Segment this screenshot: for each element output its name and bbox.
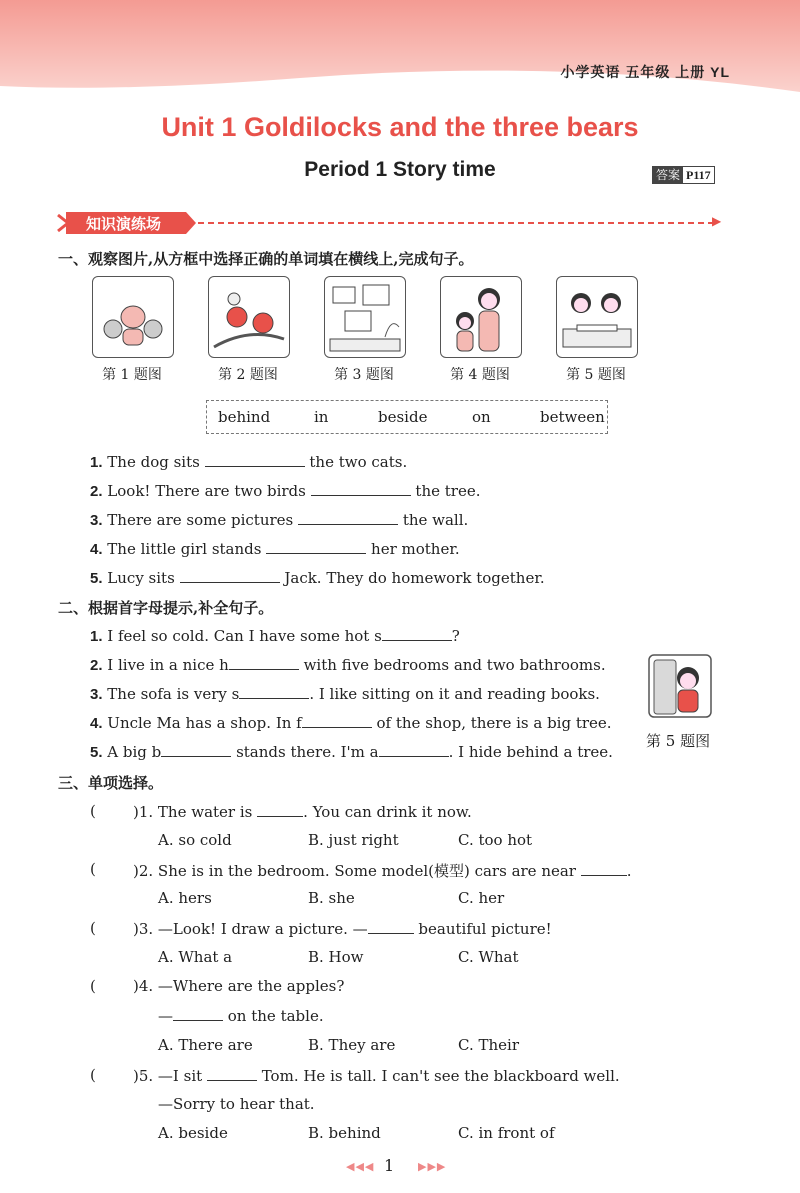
footer-left-arrows-icon: ◀◀◀ — [346, 1160, 375, 1173]
s3-question-5-line2: —Sorry to hear that. — [158, 1095, 315, 1113]
word-option: behind — [218, 408, 271, 426]
answer-label: 答案 — [653, 167, 683, 183]
answer-blank[interactable] — [266, 539, 366, 554]
caption-4: 第 4 题图 — [450, 367, 510, 383]
option-a[interactable]: A. What a — [158, 948, 233, 966]
s3-question-4: )4. —Where are the apples? — [133, 977, 345, 995]
s1-question-1: 1. The dog sits the two cats. — [90, 453, 408, 471]
option-b[interactable]: B. she — [308, 889, 355, 907]
s3-question-4-line2: — on the table. — [158, 1007, 324, 1025]
answer-blank[interactable] — [368, 919, 414, 934]
option-b[interactable]: B. They are — [308, 1036, 396, 1054]
answer-blank[interactable] — [298, 510, 398, 525]
answer-reference — [652, 166, 715, 184]
section3-heading: 三、单项选择。 — [58, 774, 164, 792]
s2-question-3: 3. The sofa is very s . I like sitting on it and reading books. — [90, 685, 600, 703]
unit-title: Unit 1 Goldilocks and the three bears — [161, 112, 639, 142]
section2-caption: 第 5 题图 — [646, 732, 711, 750]
option-c[interactable]: C. her — [458, 889, 505, 907]
answer-paren[interactable]: ( — [90, 1066, 96, 1084]
option-c[interactable]: C. too hot — [458, 831, 533, 849]
answer-blank[interactable] — [581, 861, 627, 876]
word-option: beside — [378, 408, 428, 426]
picture-boy-behind-tree — [648, 654, 712, 718]
s3-question-1: )1. The water is . You can drink it now. — [133, 803, 472, 821]
option-c[interactable]: C. in front of — [458, 1124, 555, 1142]
book-info: 小学英语 五年级 上册 YL — [560, 64, 730, 80]
answer-blank[interactable] — [239, 684, 309, 699]
banner-label: 知识演练场 — [86, 216, 162, 233]
word-option: between — [540, 408, 605, 426]
option-c[interactable]: C. What — [458, 948, 519, 966]
option-b[interactable]: B. How — [308, 948, 364, 966]
option-a[interactable]: A. beside — [158, 1124, 228, 1142]
s3-question-3: )3. —Look! I draw a picture. — beautiful picture! — [133, 920, 552, 938]
section1-heading: 一、观察图片,从方框中选择正确的单词填在横线上,完成句子。 — [58, 250, 474, 268]
answer-blank[interactable] — [173, 1006, 223, 1021]
answer-blank[interactable] — [180, 568, 280, 583]
answer-paren[interactable]: ( — [90, 802, 96, 820]
caption-1: 第 1 题图 — [102, 367, 162, 383]
answer-blank[interactable] — [302, 713, 372, 728]
s2-question-4: 4. Uncle Ma has a shop. In f of the shop, there is a big tree. — [90, 714, 612, 732]
caption-5: 第 5 题图 — [566, 367, 626, 383]
answer-blank[interactable] — [207, 1066, 257, 1081]
header-band — [0, 0, 800, 100]
period-title: Period 1 Story time — [304, 158, 496, 181]
answer-paren[interactable]: ( — [90, 919, 96, 937]
answer-blank[interactable] — [205, 452, 305, 467]
answer-page: P117 — [686, 168, 711, 182]
s3-question-5: )5. —I sit Tom. He is tall. I can't see the blackboard well. — [133, 1067, 620, 1085]
banner-divider — [198, 222, 714, 224]
s1-question-2: 2. Look! There are two birds the tree. — [90, 482, 481, 500]
picture-4-girl-mother — [440, 276, 522, 358]
option-a[interactable]: A. There are — [158, 1036, 253, 1054]
s1-question-5: 5. Lucy sits Jack. They do homework together. — [90, 569, 545, 587]
footer-right-arrows-icon: ▶▶▶ — [418, 1160, 447, 1173]
answer-blank[interactable] — [257, 802, 303, 817]
option-b[interactable]: B. behind — [308, 1124, 381, 1142]
option-c[interactable]: C. Their — [458, 1036, 519, 1054]
option-a[interactable]: A. so cold — [158, 831, 232, 849]
s2-question-1: 1. I feel so cold. Can I have some hot s ? — [90, 627, 460, 645]
answer-blank[interactable] — [382, 626, 452, 641]
answer-blank[interactable] — [161, 742, 231, 757]
word-option: on — [472, 408, 491, 426]
section2-heading: 二、根据首字母提示,补全句子。 — [58, 599, 274, 617]
banner-arrow-icon: ▶ — [712, 214, 722, 228]
s2-question-5: 5. A big b stands there. I'm a . I hide behind a tree. — [90, 743, 613, 761]
picture-2-birds-tree — [208, 276, 290, 358]
picture-1-dog-cats — [92, 276, 174, 358]
answer-blank[interactable] — [311, 481, 411, 496]
picture-5-kids-homework — [556, 276, 638, 358]
page-number: 1 — [384, 1156, 395, 1175]
option-a[interactable]: A. hers — [158, 889, 212, 907]
caption-2: 第 2 题图 — [218, 367, 278, 383]
answer-blank[interactable] — [229, 655, 299, 670]
picture-3-pictures-wall — [324, 276, 406, 358]
s3-question-2: )2. She is in the bedroom. Some model(模型) cars are near . — [133, 862, 632, 880]
word-option: in — [314, 408, 329, 426]
answer-paren[interactable]: ( — [90, 860, 96, 878]
s1-question-4: 4. The little girl stands her mother. — [90, 540, 460, 558]
answer-blank[interactable] — [379, 742, 449, 757]
caption-3: 第 3 题图 — [334, 367, 394, 383]
answer-paren[interactable]: ( — [90, 977, 96, 995]
s2-question-2: 2. I live in a nice h with five bedrooms and two bathrooms. — [90, 656, 606, 674]
option-b[interactable]: B. just right — [308, 831, 399, 849]
s1-question-3: 3. There are some pictures the wall. — [90, 511, 469, 529]
